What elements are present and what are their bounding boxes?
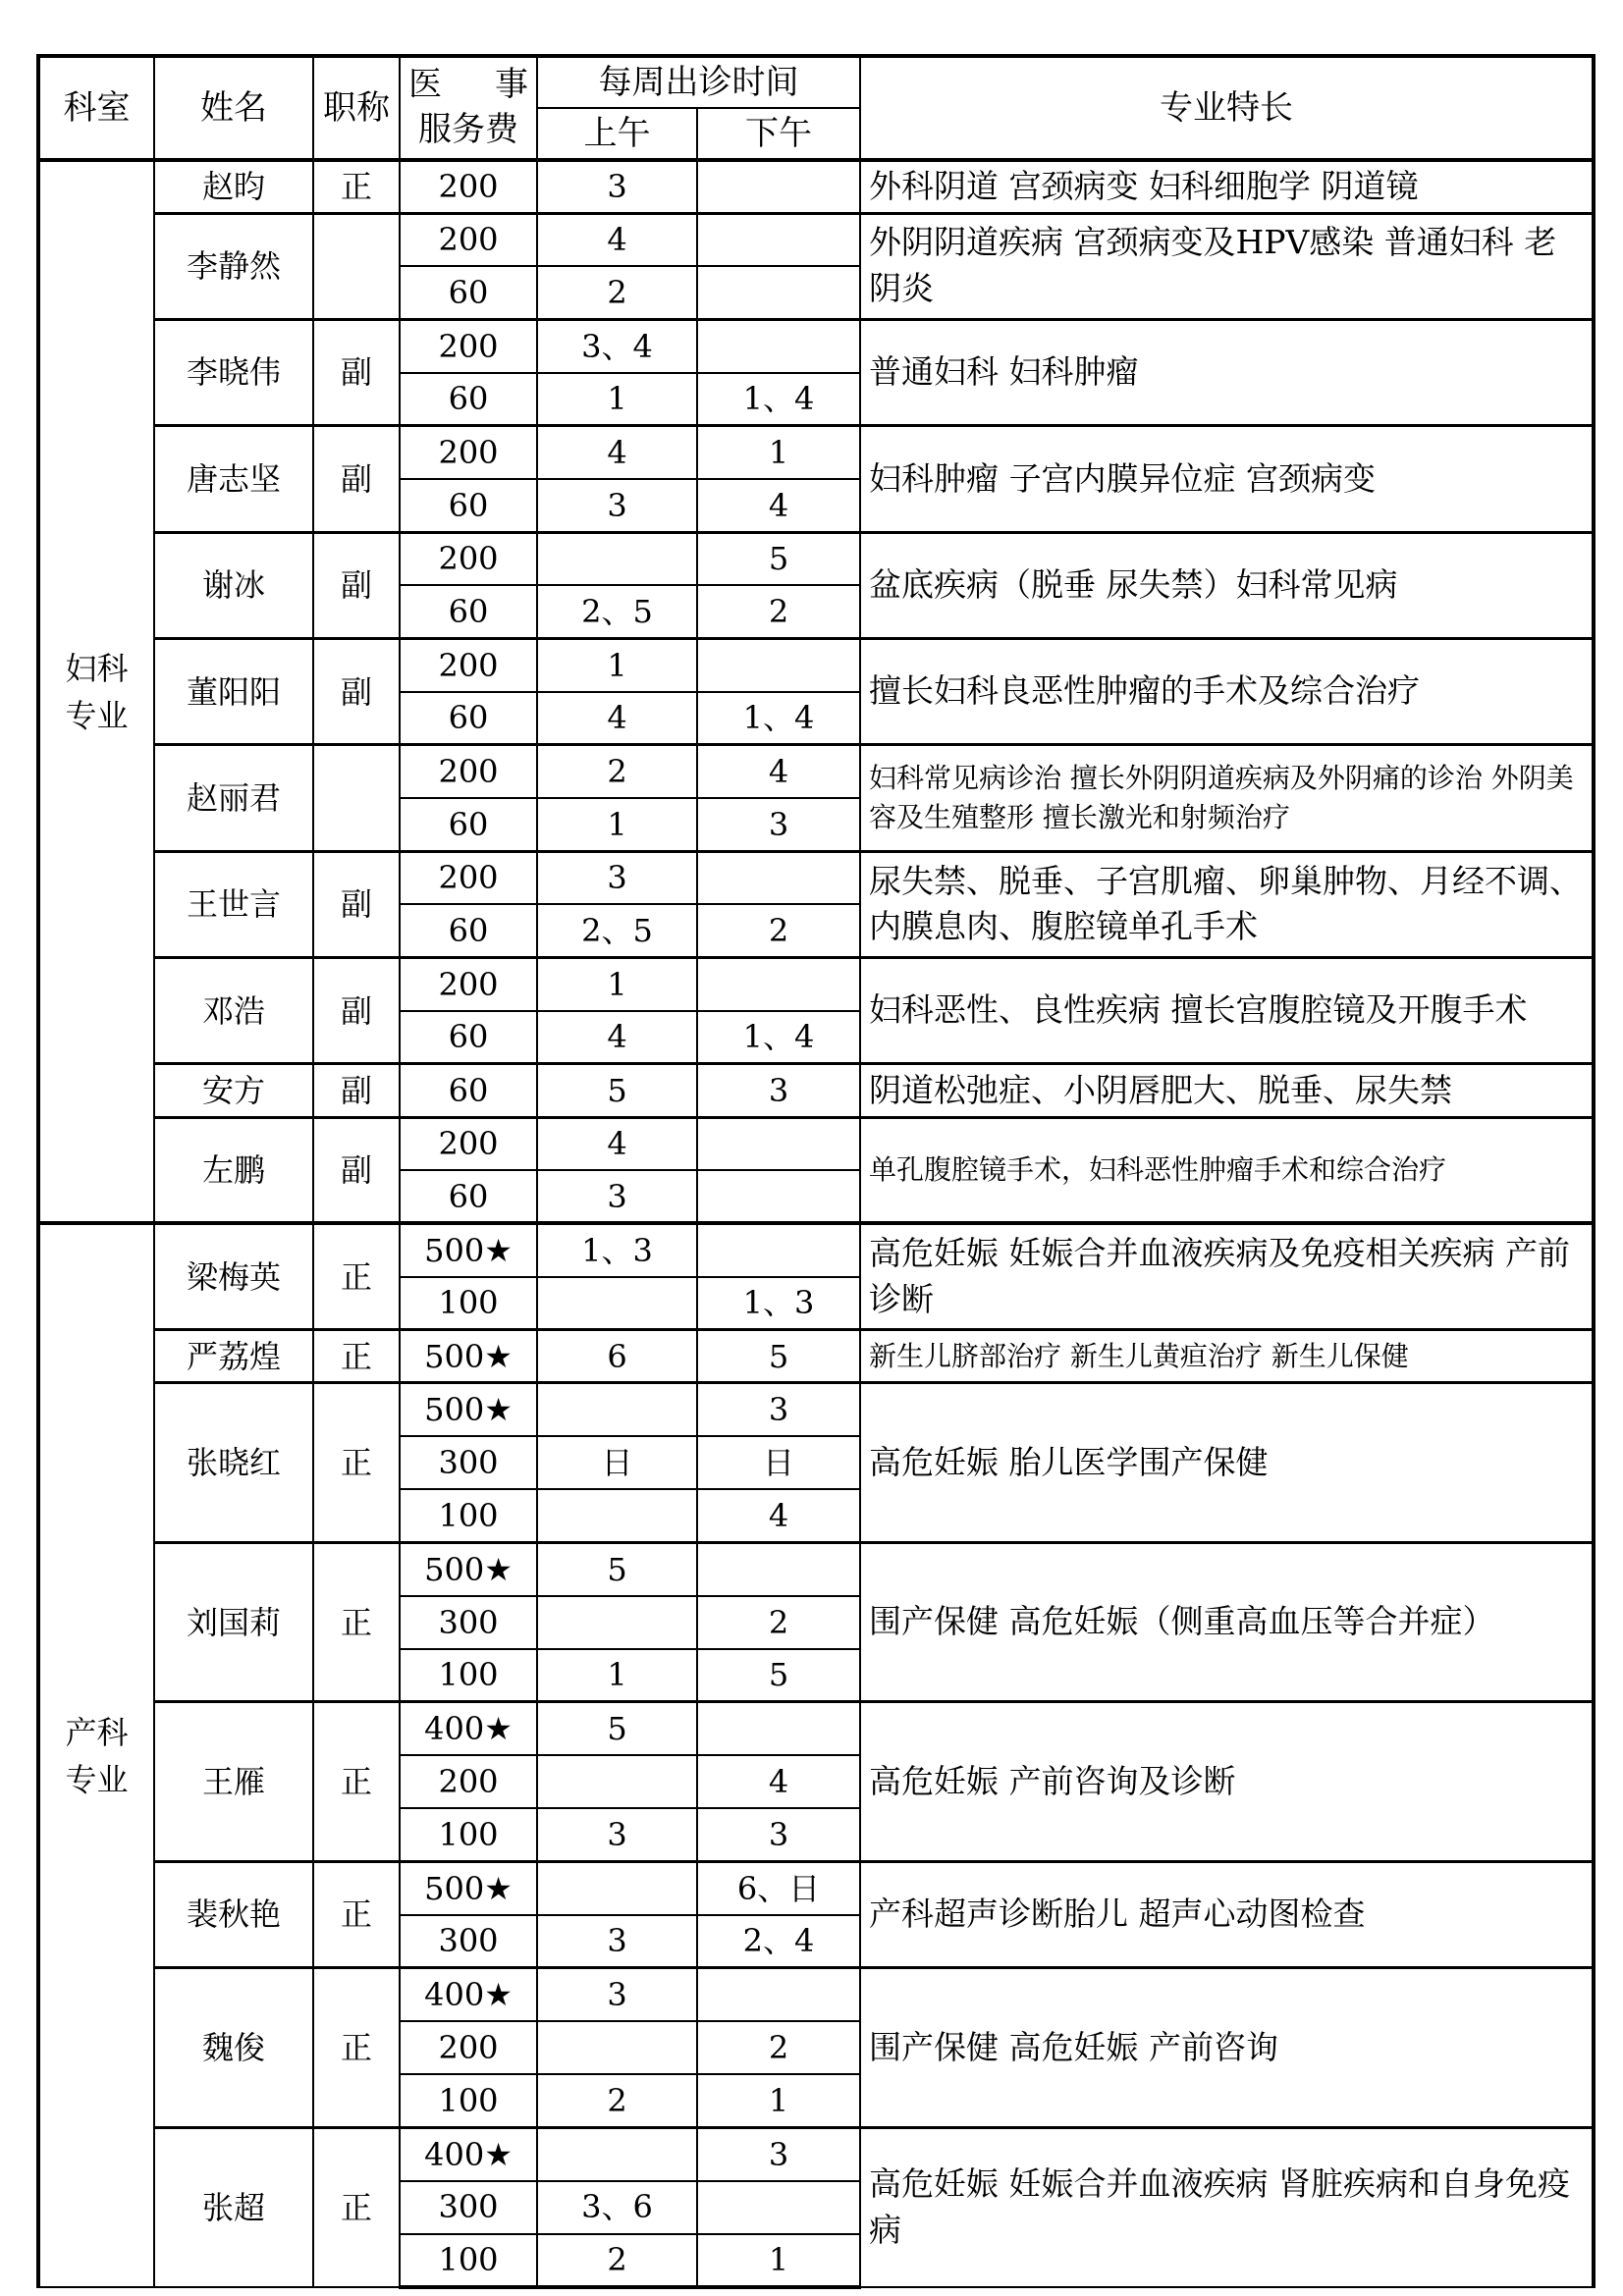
am-days <box>537 1596 697 1649</box>
service-fee: 100 <box>400 2074 537 2127</box>
pm-days: 4 <box>697 1489 860 1542</box>
schedule-row <box>38 1117 1594 1170</box>
pm-days: 2 <box>697 904 860 957</box>
header-fee <box>400 56 537 160</box>
service-fee: 60 <box>400 798 537 851</box>
service-fee: 60 <box>400 1170 537 1223</box>
am-days: 5 <box>537 1542 697 1595</box>
pm-days <box>697 1170 860 1223</box>
doctor-title: 正 <box>313 1542 400 1702</box>
am-days: 5 <box>537 1064 697 1117</box>
header-dept: 科室 <box>38 56 154 160</box>
service-fee: 60 <box>400 266 537 319</box>
service-fee: 200 <box>400 745 537 798</box>
pm-days: 3 <box>697 1064 860 1117</box>
doctor-name: 严荔煌 <box>154 1330 313 1383</box>
am-days: 4 <box>537 1011 697 1064</box>
doctor-specialty: 阴道松弛症、小阴唇肥大、脱垂、尿失禁 <box>860 1064 1594 1117</box>
header-name: 姓名 <box>154 56 313 160</box>
doctor-title: 副 <box>313 639 400 745</box>
service-fee: 200 <box>400 2021 537 2074</box>
doctor-title <box>313 745 400 851</box>
service-fee: 200 <box>400 426 537 479</box>
schedule-row <box>38 532 1594 585</box>
pm-days: 1 <box>697 2074 860 2127</box>
am-days: 2 <box>537 745 697 798</box>
schedule-row <box>38 213 1594 266</box>
pm-days <box>697 2181 860 2234</box>
pm-days: 5 <box>697 532 860 585</box>
doctor-title <box>313 213 400 319</box>
schedule-row <box>38 1542 1594 1595</box>
doctor-title: 正 <box>313 160 400 213</box>
service-fee: 500★ <box>400 1542 537 1595</box>
schedule-row <box>38 1968 1594 2021</box>
doctor-name: 李静然 <box>154 213 313 319</box>
am-days: 6 <box>537 1330 697 1383</box>
am-days: 3 <box>537 479 697 532</box>
pm-days: 4 <box>697 479 860 532</box>
service-fee: 100 <box>400 2234 537 2287</box>
pm-days: 5 <box>697 1330 860 1383</box>
doctor-name: 赵昀 <box>154 160 313 213</box>
schedule-row <box>38 160 1594 213</box>
doctor-specialty: 妇科肿瘤 子宫内膜异位症 宫颈病变 <box>860 426 1594 532</box>
service-fee: 300 <box>400 2181 537 2234</box>
am-days: 4 <box>537 213 697 266</box>
am-days: 3 <box>537 1915 697 1968</box>
am-days: 5 <box>537 1702 697 1755</box>
doctor-name: 赵丽君 <box>154 745 313 851</box>
service-fee: 500★ <box>400 1862 537 1915</box>
am-days: 3 <box>537 160 697 213</box>
pm-days <box>697 1117 860 1170</box>
doctor-name: 刘国莉 <box>154 1542 313 1702</box>
service-fee: 200 <box>400 532 537 585</box>
department-name: 产科 专业 <box>38 1223 154 2287</box>
doctor-title: 正 <box>313 1702 400 1862</box>
doctor-title: 正 <box>313 1330 400 1383</box>
pm-days <box>697 213 860 266</box>
pm-days <box>697 1223 860 1276</box>
pm-days <box>697 1542 860 1595</box>
am-days: 3、4 <box>537 320 697 373</box>
am-days <box>537 1383 697 1436</box>
doctor-title: 副 <box>313 958 400 1064</box>
am-days <box>537 1755 697 1808</box>
am-days: 1、3 <box>537 1223 697 1276</box>
schedule-row <box>38 2127 1594 2180</box>
service-fee: 500★ <box>400 1223 537 1276</box>
doctor-specialty: 妇科恶性、良性疾病 擅长宫腹腔镜及开腹手术 <box>860 958 1594 1064</box>
am-days <box>537 2021 697 2074</box>
doctor-title: 正 <box>313 1862 400 1968</box>
service-fee: 60 <box>400 479 537 532</box>
service-fee: 60 <box>400 1064 537 1117</box>
service-fee: 200 <box>400 160 537 213</box>
schedule-row <box>38 1223 1594 1276</box>
doctor-name: 邓浩 <box>154 958 313 1064</box>
doctor-name: 安方 <box>154 1064 313 1117</box>
pm-days: 3 <box>697 2127 860 2180</box>
pm-days <box>697 320 860 373</box>
doctor-name: 董阳阳 <box>154 639 313 745</box>
schedule-row <box>38 745 1594 798</box>
doctor-name: 魏俊 <box>154 1968 313 2128</box>
pm-days: 1 <box>697 426 860 479</box>
am-days: 2 <box>537 2074 697 2127</box>
service-fee: 200 <box>400 213 537 266</box>
service-fee: 200 <box>400 958 537 1011</box>
doctor-specialty: 高危妊娠 胎儿医学围产保健 <box>860 1383 1594 1543</box>
schedule-row <box>38 639 1594 692</box>
pm-days: 4 <box>697 1755 860 1808</box>
am-days <box>537 1862 697 1915</box>
pm-days: 2 <box>697 585 860 638</box>
am-days: 3 <box>537 1808 697 1861</box>
doctor-title: 正 <box>313 1968 400 2128</box>
doctor-specialty: 妇科常见病诊治 擅长外阴阴道疾病及外阴痛的诊治 外阴美容及生殖整形 擅长激光和射频治疗 <box>860 745 1594 851</box>
am-days: 2 <box>537 266 697 319</box>
doctor-name: 裴秋艳 <box>154 1862 313 1968</box>
am-days: 4 <box>537 692 697 745</box>
header-specialty: 专业特长 <box>860 56 1594 160</box>
service-fee: 400★ <box>400 1702 537 1755</box>
schedule-row <box>38 1330 1594 1383</box>
doctor-title: 正 <box>313 1383 400 1543</box>
doctor-name: 唐志坚 <box>154 426 313 532</box>
doctor-title: 副 <box>313 320 400 426</box>
schedule-body <box>38 160 1594 2287</box>
am-days: 日 <box>537 1436 697 1489</box>
doctor-specialty: 新生儿脐部治疗 新生儿黄疸治疗 新生儿保健 <box>860 1330 1594 1383</box>
service-fee: 60 <box>400 904 537 957</box>
pm-days: 5 <box>697 1649 860 1702</box>
service-fee: 100 <box>400 1277 537 1330</box>
service-fee: 100 <box>400 1808 537 1861</box>
doctor-specialty: 高危妊娠 妊娠合并血液疾病 肾脏疾病和自身免疫病 <box>860 2127 1594 2287</box>
header-fee-line2: 服务费 <box>418 110 518 149</box>
am-days: 1 <box>537 958 697 1011</box>
doctor-name: 谢冰 <box>154 532 313 638</box>
pm-days <box>697 958 860 1011</box>
pm-days: 1、4 <box>697 373 860 426</box>
service-fee: 200 <box>400 851 537 904</box>
doctor-title: 副 <box>313 851 400 957</box>
doctor-name: 王世言 <box>154 851 313 957</box>
doctor-name: 李晓伟 <box>154 320 313 426</box>
pm-days <box>697 266 860 319</box>
doctor-specialty: 外科阴道 宫颈病变 妇科细胞学 阴道镜 <box>860 160 1594 213</box>
service-fee: 500★ <box>400 1330 537 1383</box>
am-days: 3、6 <box>537 2181 697 2234</box>
service-fee: 200 <box>400 1117 537 1170</box>
doctor-specialty: 围产保健 高危妊娠（侧重高血压等合并症） <box>860 1542 1594 1702</box>
doctor-specialty: 单孔腹腔镜手术，妇科恶性肿瘤手术和综合治疗 <box>860 1117 1594 1223</box>
service-fee: 200 <box>400 1755 537 1808</box>
service-fee: 400★ <box>400 2127 537 2180</box>
pm-days: 1 <box>697 2234 860 2287</box>
am-days <box>537 1277 697 1330</box>
service-fee: 100 <box>400 1489 537 1542</box>
service-fee: 300 <box>400 1915 537 1968</box>
am-days: 1 <box>537 373 697 426</box>
header-fee-line1: 医 事 <box>408 65 528 105</box>
doctor-title: 正 <box>313 2127 400 2287</box>
am-days: 2 <box>537 2234 697 2287</box>
doctor-specialty: 围产保健 高危妊娠 产前咨询 <box>860 1968 1594 2128</box>
doctor-title: 副 <box>313 1064 400 1117</box>
pm-days <box>697 1702 860 1755</box>
doctor-name: 左鹏 <box>154 1117 313 1223</box>
schedule-row <box>38 1862 1594 1915</box>
am-days: 1 <box>537 1649 697 1702</box>
clinic-schedule-table <box>36 54 1596 2289</box>
doctor-specialty: 产科超声诊断胎儿 超声心动图检查 <box>860 1862 1594 1968</box>
pm-days: 2 <box>697 2021 860 2074</box>
am-days: 4 <box>537 1117 697 1170</box>
am-days <box>537 2127 697 2180</box>
doctor-specialty: 高危妊娠 妊娠合并血液疾病及免疫相关疾病 产前诊断 <box>860 1223 1594 1329</box>
service-fee: 200 <box>400 639 537 692</box>
service-fee: 200 <box>400 320 537 373</box>
pm-days <box>697 639 860 692</box>
service-fee: 60 <box>400 373 537 426</box>
pm-days: 3 <box>697 1383 860 1436</box>
doctor-title: 副 <box>313 1117 400 1223</box>
pm-days: 日 <box>697 1436 860 1489</box>
doctor-name: 张超 <box>154 2127 313 2287</box>
schedule-row <box>38 1383 1594 1436</box>
doctor-name: 梁梅英 <box>154 1223 313 1329</box>
am-days: 4 <box>537 426 697 479</box>
service-fee: 500★ <box>400 1383 537 1436</box>
schedule-row <box>38 426 1594 479</box>
header-am: 上午 <box>537 108 697 160</box>
am-days <box>537 1489 697 1542</box>
am-days: 2、5 <box>537 904 697 957</box>
pm-days: 3 <box>697 798 860 851</box>
doctor-title: 副 <box>313 532 400 638</box>
pm-days: 1、4 <box>697 692 860 745</box>
doctor-name: 王雁 <box>154 1702 313 1862</box>
service-fee: 400★ <box>400 1968 537 2021</box>
am-days: 3 <box>537 1968 697 2021</box>
header-weekly: 每周出诊时间 <box>537 56 860 108</box>
pm-days: 3 <box>697 1808 860 1861</box>
pm-days: 6、日 <box>697 1862 860 1915</box>
schedule-row <box>38 320 1594 373</box>
doctor-specialty: 外阴阴道疾病 宫颈病变及HPV感染 普通妇科 老阴炎 <box>860 213 1594 319</box>
service-fee: 60 <box>400 585 537 638</box>
service-fee: 300 <box>400 1596 537 1649</box>
am-days: 3 <box>537 851 697 904</box>
am-days: 1 <box>537 639 697 692</box>
schedule-row <box>38 1064 1594 1117</box>
doctor-specialty: 普通妇科 妇科肿瘤 <box>860 320 1594 426</box>
service-fee: 300 <box>400 1436 537 1489</box>
pm-days <box>697 1968 860 2021</box>
pm-days <box>697 160 860 213</box>
am-days: 3 <box>537 1170 697 1223</box>
pm-days: 2、4 <box>697 1915 860 1968</box>
service-fee: 100 <box>400 1649 537 1702</box>
am-days: 2、5 <box>537 585 697 638</box>
schedule-row <box>38 958 1594 1011</box>
service-fee: 60 <box>400 1011 537 1064</box>
pm-days: 2 <box>697 1596 860 1649</box>
doctor-specialty: 高危妊娠 产前咨询及诊断 <box>860 1702 1594 1862</box>
doctor-title: 副 <box>313 426 400 532</box>
pm-days: 4 <box>697 745 860 798</box>
header-pm: 下午 <box>697 108 860 160</box>
pm-days: 1、4 <box>697 1011 860 1064</box>
schedule-row <box>38 1702 1594 1755</box>
schedule-row <box>38 851 1594 904</box>
department-name: 妇科 专业 <box>38 160 154 1223</box>
doctor-specialty: 擅长妇科良恶性肿瘤的手术及综合治疗 <box>860 639 1594 745</box>
header-title: 职称 <box>313 56 400 160</box>
doctor-specialty: 盆底疾病（脱垂 尿失禁）妇科常见病 <box>860 532 1594 638</box>
doctor-specialty: 尿失禁、脱垂、子宫肌瘤、卵巢肿物、月经不调、内膜息肉、腹腔镜单孔手术 <box>860 851 1594 957</box>
am-days <box>537 532 697 585</box>
service-fee: 60 <box>400 692 537 745</box>
pm-days <box>697 851 860 904</box>
doctor-name: 张晓红 <box>154 1383 313 1543</box>
pm-days: 1、3 <box>697 1277 860 1330</box>
am-days: 1 <box>537 798 697 851</box>
doctor-title: 正 <box>313 1223 400 1329</box>
